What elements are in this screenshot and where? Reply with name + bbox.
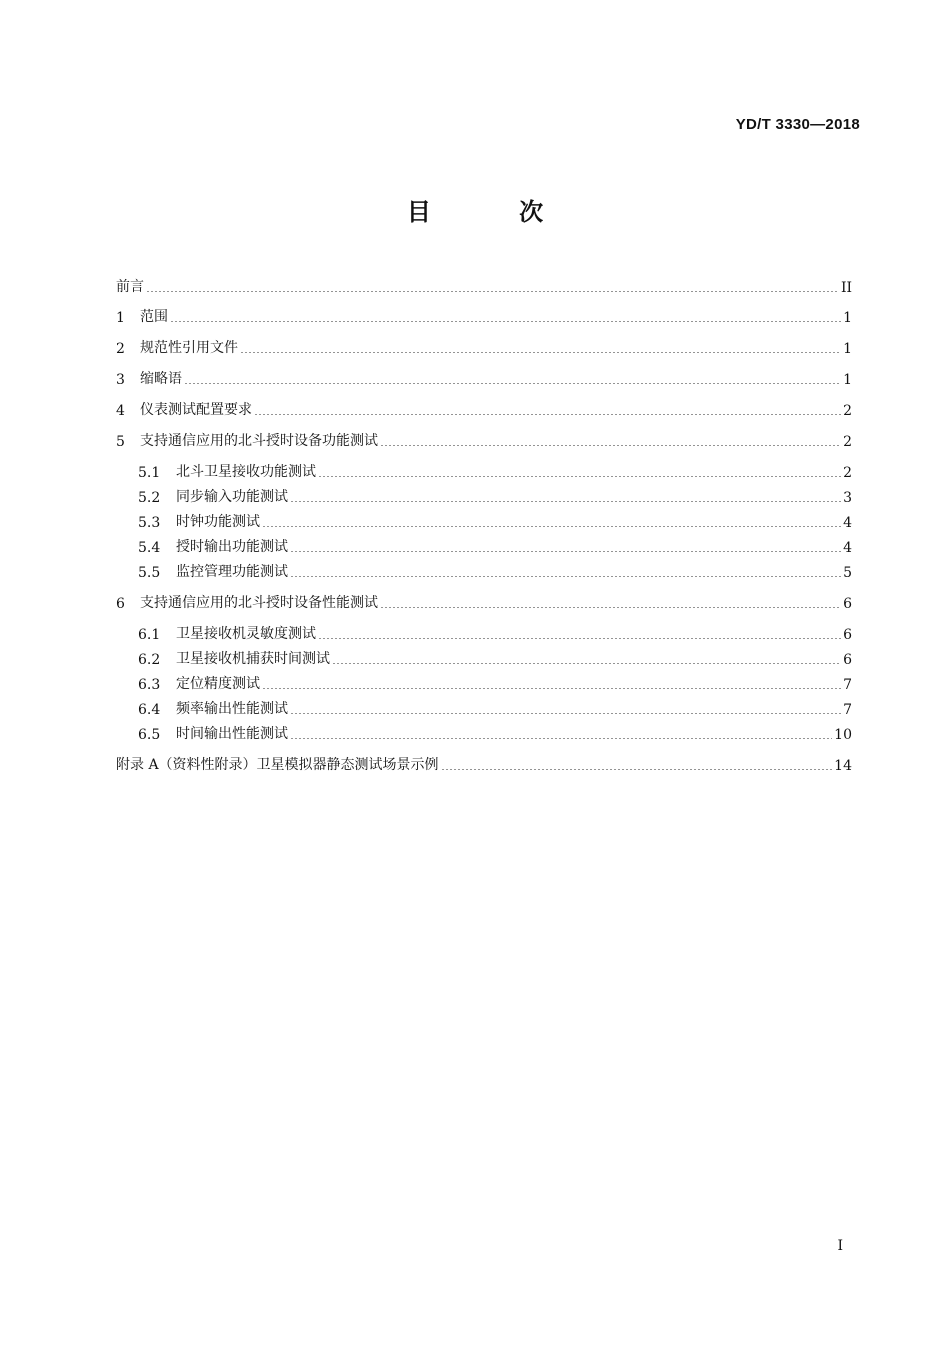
leader-dots	[262, 688, 841, 689]
toc-entry-6-3[interactable]	[138, 671, 852, 693]
toc-entry-label: 卫星接收机灵敏度测试	[176, 626, 316, 642]
leader-dots	[240, 352, 841, 353]
toc-entry-number: 6.1	[138, 627, 161, 643]
toc-entry-appendix-a[interactable]	[116, 752, 852, 774]
leader-dots	[380, 445, 841, 446]
toc-entry-page: 6	[843, 627, 852, 643]
toc-entry-label: 时钟功能测试	[176, 514, 260, 530]
toc-entry-label: 支持通信应用的北斗授时设备功能测试	[140, 433, 378, 449]
toc-entry-label: 频率输出性能测试	[176, 701, 288, 717]
toc-entry-label: 时间输出性能测试	[176, 726, 288, 742]
toc-entry-6-1[interactable]	[138, 621, 852, 643]
toc-entry-number: 4	[116, 403, 125, 419]
toc-entry-number: 5.2	[138, 490, 161, 506]
toc-entry-number: 1	[116, 310, 125, 326]
toc-entry-1[interactable]	[116, 304, 852, 326]
toc-entry-number: 5.5	[138, 565, 161, 581]
toc-entry-label: 定位精度测试	[176, 676, 260, 692]
leader-dots	[254, 414, 841, 415]
toc-entry-label: 监控管理功能测试	[176, 564, 288, 580]
leader-dots	[441, 769, 833, 770]
page-number: I	[837, 1238, 843, 1254]
toc-entry-page: 7	[843, 677, 852, 693]
toc-entry-2[interactable]	[116, 335, 852, 357]
leader-dots	[332, 663, 841, 664]
toc-entry-page: 4	[843, 540, 852, 556]
document-code: YD/T 3330—2018	[735, 116, 860, 133]
leader-dots	[380, 607, 841, 608]
toc-entry-number: 6.5	[138, 727, 161, 743]
toc-entry-5-4[interactable]	[138, 534, 852, 556]
toc-entry-label: 支持通信应用的北斗授时设备性能测试	[140, 595, 378, 611]
toc-entry-page: II	[840, 280, 852, 296]
toc-entry-page: 2	[843, 434, 852, 450]
leader-dots	[290, 576, 841, 577]
toc-entry-page: 1	[843, 310, 852, 326]
toc-entry-number: 6.2	[138, 652, 161, 668]
leader-dots	[184, 383, 841, 384]
toc-entry-label: 北斗卫星接收功能测试	[176, 464, 316, 480]
toc-entry-page: 14	[834, 758, 852, 774]
leader-dots	[170, 321, 841, 322]
toc-entry-label: 缩略语	[140, 371, 182, 387]
toc-entry-page: 3	[843, 490, 852, 506]
toc-entry-foreword[interactable]	[116, 274, 852, 296]
toc-entry-5[interactable]	[116, 428, 852, 450]
toc-entry-page: 5	[843, 565, 852, 581]
toc-entry-3[interactable]	[116, 366, 852, 388]
toc-entry-page: 6	[843, 596, 852, 612]
toc-entry-number: 5	[116, 434, 125, 450]
leader-dots	[290, 551, 841, 552]
page-title: 目 次	[406, 198, 584, 226]
toc-entry-5-2[interactable]	[138, 484, 852, 506]
toc-entry-page: 6	[843, 652, 852, 668]
toc-entry-number: 5.3	[138, 515, 161, 531]
toc-entry-page: 4	[843, 515, 852, 531]
toc-entry-label: 同步输入功能测试	[176, 489, 288, 505]
leader-dots	[318, 476, 841, 477]
toc-entry-page: 1	[843, 341, 852, 357]
toc-entry-label: 范围	[140, 309, 168, 325]
toc-entry-6-4[interactable]	[138, 696, 852, 718]
toc-entry-4[interactable]	[116, 397, 852, 419]
toc-entry-page: 7	[843, 702, 852, 718]
toc-entry-5-1[interactable]	[138, 459, 852, 481]
leader-dots	[318, 638, 841, 639]
toc-entry-number: 5.4	[138, 540, 161, 556]
toc-entry-label: 授时输出功能测试	[176, 539, 288, 555]
leader-dots	[290, 501, 841, 502]
toc-entry-number: 3	[116, 372, 125, 388]
toc-entry-page: 10	[834, 727, 852, 743]
toc-entry-number: 2	[116, 341, 125, 357]
toc-entry-5-3[interactable]	[138, 509, 852, 531]
leader-dots	[290, 713, 841, 714]
toc-entry-label: 附录 A（资料性附录）卫星模拟器静态测试场景示例	[116, 757, 439, 773]
leader-dots	[262, 526, 841, 527]
toc-entry-page: 2	[843, 403, 852, 419]
toc-entry-6-2[interactable]	[138, 646, 852, 668]
toc-entry-page: 1	[843, 372, 852, 388]
toc-entry-number: 5.1	[138, 465, 161, 481]
toc-entry-number: 6.3	[138, 677, 161, 693]
toc-entry-label: 前言	[116, 279, 144, 295]
toc-entry-number: 6.4	[138, 702, 161, 718]
toc-entry-label: 规范性引用文件	[140, 340, 238, 356]
toc-entry-6-5[interactable]	[138, 721, 852, 743]
toc-entry-5-5[interactable]	[138, 559, 852, 581]
toc-entry-page: 2	[843, 465, 852, 481]
toc-entry-6[interactable]	[116, 590, 852, 612]
toc-entry-number: 6	[116, 596, 125, 612]
toc-entry-label: 仪表测试配置要求	[140, 402, 252, 418]
leader-dots	[146, 291, 839, 292]
toc-entry-label: 卫星接收机捕获时间测试	[176, 651, 330, 667]
leader-dots	[290, 738, 832, 739]
